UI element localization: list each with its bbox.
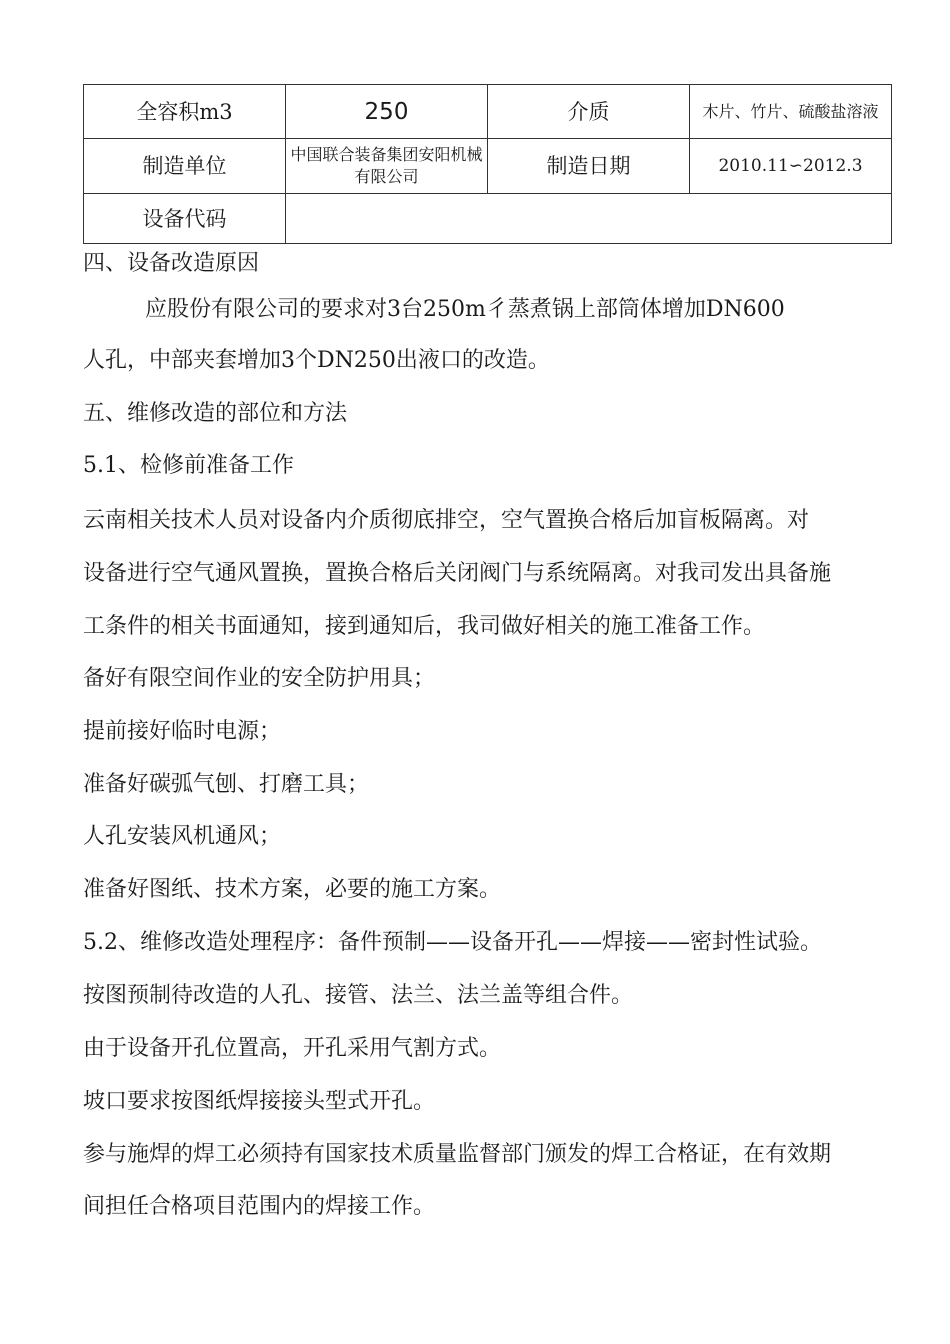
section-heading: 五、维修改造的部位和方法 [83,401,348,426]
list-item: 准备好碳弧气刨、打磨工具； [83,772,370,797]
section-heading: 四、设备改造原因 [83,251,260,276]
table-cell: 设备代码 [84,194,286,244]
paragraph-line: 工条件的相关书面通知，接到通知后，我司做好相关的施工准备工作。 [83,614,766,639]
table-cell: 全容积m3 [84,85,286,139]
table-cell: 木片、竹片、硫酸盐溶液 [690,85,892,139]
table-row [84,85,892,139]
table-cell: 介质 [488,85,690,139]
paragraph-line: 设备进行空气通风置换，置换合格后关闭阀门与系统隔离。对我司发出具备施 [83,561,832,586]
paragraph-line: 由于设备开孔位置高，开孔采用气割方式。 [83,1036,502,1061]
paragraph-line: 云南相关技术人员对设备内介质彻底排空，空气置换合格后加盲板隔离。对 [83,508,810,533]
paragraph-line: 间担任合格项目范围内的焊接工作。 [83,1194,436,1219]
paragraph-line: 人孔，中部夹套增加3个DN250出液口的改造。 [83,348,550,373]
list-item: 提前接好临时电源； [83,719,282,744]
table-cell: 中国联合装备集团安阳机械有限公司 [286,139,488,194]
table-cell [286,194,892,244]
list-item: 准备好图纸、技术方案，必要的施工方案。 [83,877,502,902]
list-item: 备好有限空间作业的安全防护用具； [83,666,436,691]
table-cell: 制造单位 [84,139,286,194]
subsection-heading: 5.1、检修前准备工作 [83,453,294,478]
paragraph-line: 按图预制待改造的人孔、接管、法兰、法兰盖等组合件。 [83,983,634,1008]
subsection-heading: 5.2、维修改造处理程序：备件预制——设备开孔——焊接——密封性试验。 [83,930,822,955]
table-cell: 250 [286,85,488,139]
equipment-spec-table [83,84,892,244]
list-item: 人孔安装风机通风； [83,824,282,849]
table-cell: 制造日期 [488,139,690,194]
table-row [84,139,892,194]
paragraph-line: 坡口要求按图纸焊接接头型式开孔。 [83,1089,436,1114]
table-cell: 2010.11∽2012.3 [690,139,892,194]
table-row [84,194,892,244]
paragraph-line: 应股份有限公司的要求对3台250m彳蒸煮锅上部筒体增加DN600 [145,297,785,322]
paragraph-line: 参与施焊的焊工必须持有国家技术质量监督部门颁发的焊工合格证，在有效期 [83,1142,832,1167]
